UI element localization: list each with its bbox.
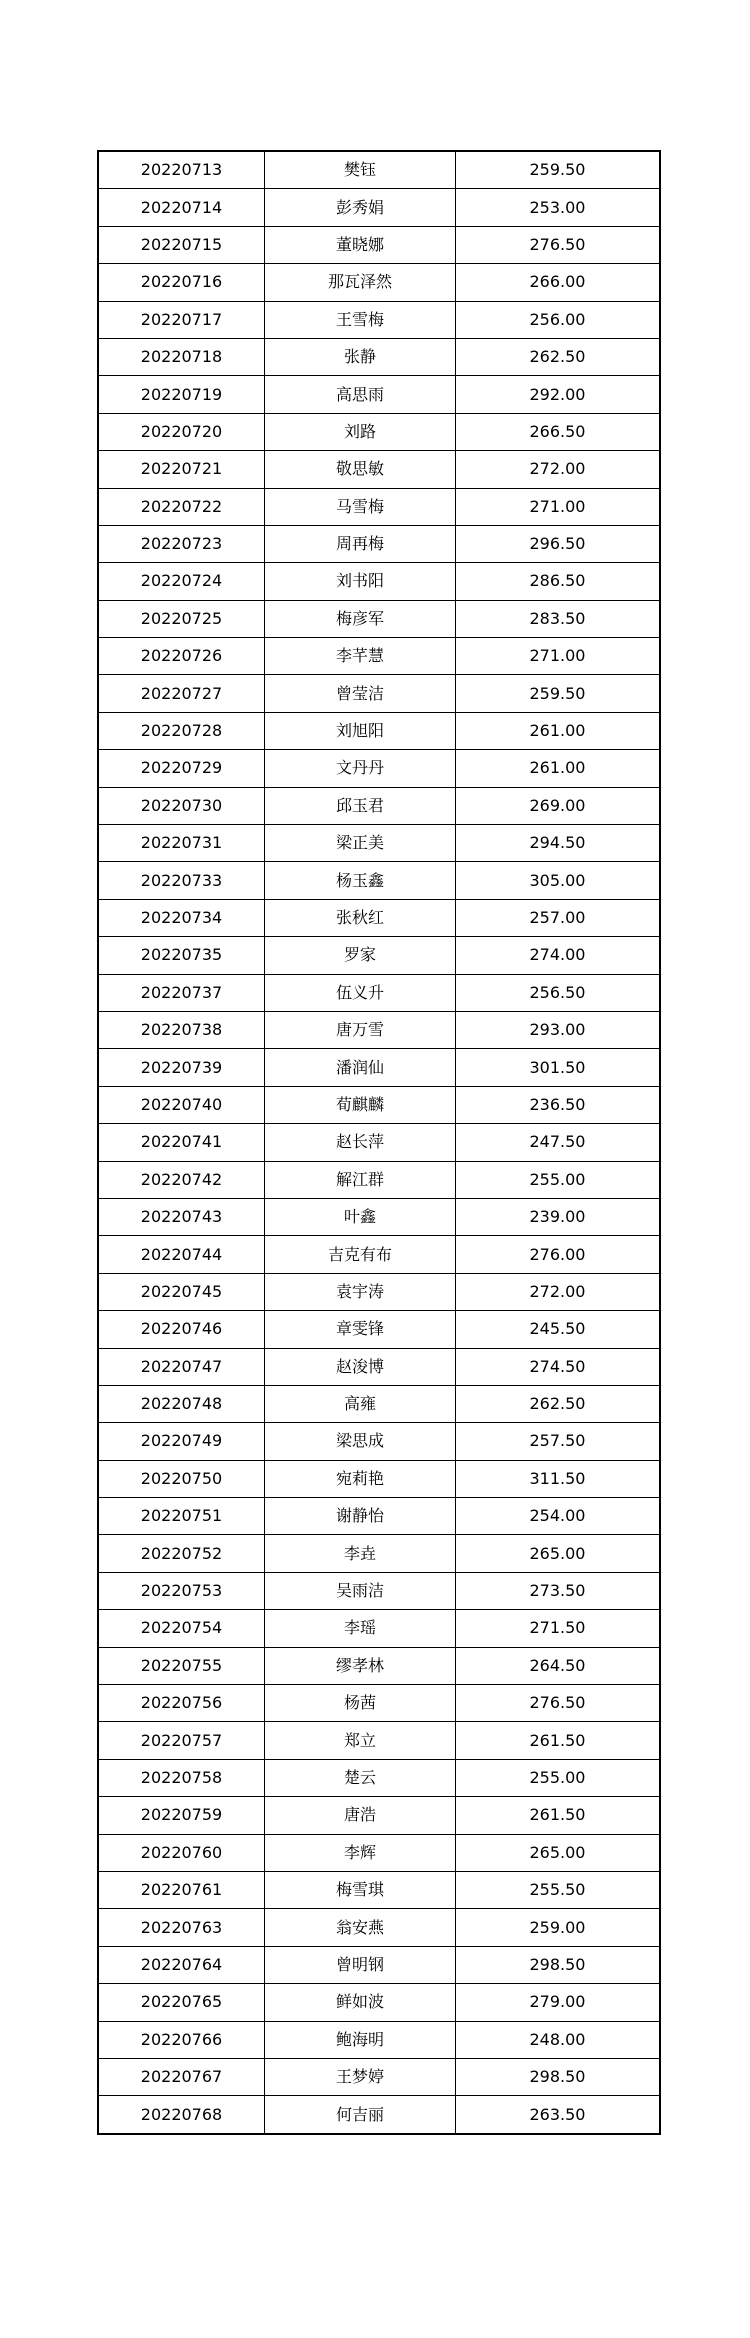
exam-id-cell: 20220724 bbox=[98, 563, 265, 600]
score-cell: 262.50 bbox=[456, 338, 661, 375]
score-cell: 257.00 bbox=[456, 899, 661, 936]
table-row bbox=[98, 1423, 660, 1460]
table-row bbox=[98, 525, 660, 562]
score-cell: 272.00 bbox=[456, 1273, 661, 1310]
table-row bbox=[98, 1385, 660, 1422]
exam-id-cell: 20220760 bbox=[98, 1834, 265, 1871]
exam-id-cell: 20220755 bbox=[98, 1647, 265, 1684]
score-cell: 298.50 bbox=[456, 1946, 661, 1983]
name-cell: 赵浚博 bbox=[265, 1348, 456, 1385]
name-cell: 梅彦军 bbox=[265, 600, 456, 637]
score-cell: 276.50 bbox=[456, 226, 661, 263]
score-cell: 279.00 bbox=[456, 1984, 661, 2021]
exam-id-cell: 20220743 bbox=[98, 1198, 265, 1235]
exam-id-cell: 20220735 bbox=[98, 937, 265, 974]
exam-id-cell: 20220719 bbox=[98, 376, 265, 413]
exam-id-cell: 20220753 bbox=[98, 1572, 265, 1609]
exam-id-cell: 20220750 bbox=[98, 1460, 265, 1497]
name-cell: 唐万雪 bbox=[265, 1011, 456, 1048]
name-cell: 马雪梅 bbox=[265, 488, 456, 525]
name-cell: 李瑶 bbox=[265, 1610, 456, 1647]
exam-id-cell: 20220759 bbox=[98, 1797, 265, 1834]
table-row bbox=[98, 1086, 660, 1123]
exam-id-cell: 20220764 bbox=[98, 1946, 265, 1983]
table-row bbox=[98, 712, 660, 749]
table-row bbox=[98, 1984, 660, 2021]
name-cell: 王雪梅 bbox=[265, 301, 456, 338]
exam-id-cell: 20220717 bbox=[98, 301, 265, 338]
table-row bbox=[98, 151, 660, 189]
exam-id-cell: 20220734 bbox=[98, 899, 265, 936]
score-cell: 263.50 bbox=[456, 2096, 661, 2134]
score-cell: 298.50 bbox=[456, 2058, 661, 2095]
name-cell: 杨玉鑫 bbox=[265, 862, 456, 899]
exam-id-cell: 20220756 bbox=[98, 1685, 265, 1722]
name-cell: 翁安燕 bbox=[265, 1909, 456, 1946]
table-row bbox=[98, 899, 660, 936]
exam-id-cell: 20220757 bbox=[98, 1722, 265, 1759]
name-cell: 何吉丽 bbox=[265, 2096, 456, 2134]
name-cell: 刘书阳 bbox=[265, 563, 456, 600]
name-cell: 高思雨 bbox=[265, 376, 456, 413]
name-cell: 梁思成 bbox=[265, 1423, 456, 1460]
name-cell: 唐浩 bbox=[265, 1797, 456, 1834]
name-cell: 郑立 bbox=[265, 1722, 456, 1759]
name-cell: 鲜如波 bbox=[265, 1984, 456, 2021]
score-cell: 265.00 bbox=[456, 1535, 661, 1572]
table-row bbox=[98, 1759, 660, 1796]
table-row bbox=[98, 1236, 660, 1273]
score-cell: 261.50 bbox=[456, 1797, 661, 1834]
name-cell: 文丹丹 bbox=[265, 750, 456, 787]
exam-id-cell: 20220718 bbox=[98, 338, 265, 375]
table-row bbox=[98, 1610, 660, 1647]
score-cell: 239.00 bbox=[456, 1198, 661, 1235]
name-cell: 解江群 bbox=[265, 1161, 456, 1198]
score-cell: 253.00 bbox=[456, 189, 661, 226]
score-cell: 261.50 bbox=[456, 1722, 661, 1759]
exam-id-cell: 20220766 bbox=[98, 2021, 265, 2058]
name-cell: 李垚 bbox=[265, 1535, 456, 1572]
table-row bbox=[98, 1871, 660, 1908]
score-cell: 271.50 bbox=[456, 1610, 661, 1647]
name-cell: 刘路 bbox=[265, 413, 456, 450]
name-cell: 李芊慧 bbox=[265, 638, 456, 675]
name-cell: 曾莹洁 bbox=[265, 675, 456, 712]
name-cell: 吉克有布 bbox=[265, 1236, 456, 1273]
score-cell: 276.00 bbox=[456, 1236, 661, 1273]
exam-id-cell: 20220761 bbox=[98, 1871, 265, 1908]
score-cell: 247.50 bbox=[456, 1124, 661, 1161]
exam-id-cell: 20220758 bbox=[98, 1759, 265, 1796]
name-cell: 张静 bbox=[265, 338, 456, 375]
name-cell: 邱玉君 bbox=[265, 787, 456, 824]
exam-id-cell: 20220726 bbox=[98, 638, 265, 675]
name-cell: 潘润仙 bbox=[265, 1049, 456, 1086]
score-table bbox=[97, 150, 661, 2135]
table-row bbox=[98, 1535, 660, 1572]
score-cell: 255.00 bbox=[456, 1759, 661, 1796]
name-cell: 章雯锋 bbox=[265, 1311, 456, 1348]
table-row bbox=[98, 1198, 660, 1235]
name-cell: 宛莉艳 bbox=[265, 1460, 456, 1497]
score-cell: 264.50 bbox=[456, 1647, 661, 1684]
exam-id-cell: 20220751 bbox=[98, 1498, 265, 1535]
score-cell: 256.50 bbox=[456, 974, 661, 1011]
exam-id-cell: 20220739 bbox=[98, 1049, 265, 1086]
table-row bbox=[98, 1685, 660, 1722]
name-cell: 敬思敏 bbox=[265, 451, 456, 488]
exam-id-cell: 20220746 bbox=[98, 1311, 265, 1348]
exam-id-cell: 20220731 bbox=[98, 825, 265, 862]
score-cell: 262.50 bbox=[456, 1385, 661, 1422]
table-row bbox=[98, 600, 660, 637]
name-cell: 张秋红 bbox=[265, 899, 456, 936]
name-cell: 樊钰 bbox=[265, 151, 456, 189]
table-row bbox=[98, 1460, 660, 1497]
exam-id-cell: 20220722 bbox=[98, 488, 265, 525]
name-cell: 赵长萍 bbox=[265, 1124, 456, 1161]
exam-id-cell: 20220767 bbox=[98, 2058, 265, 2095]
table-row bbox=[98, 675, 660, 712]
exam-id-cell: 20220721 bbox=[98, 451, 265, 488]
exam-id-cell: 20220729 bbox=[98, 750, 265, 787]
score-cell: 293.00 bbox=[456, 1011, 661, 1048]
table-row bbox=[98, 937, 660, 974]
exam-id-cell: 20220765 bbox=[98, 1984, 265, 2021]
table-row bbox=[98, 226, 660, 263]
table-row bbox=[98, 376, 660, 413]
table-row bbox=[98, 750, 660, 787]
name-cell: 罗家 bbox=[265, 937, 456, 974]
table-row bbox=[98, 563, 660, 600]
name-cell: 梁正美 bbox=[265, 825, 456, 862]
score-cell: 265.00 bbox=[456, 1834, 661, 1871]
exam-id-cell: 20220723 bbox=[98, 525, 265, 562]
table-row bbox=[98, 825, 660, 862]
exam-id-cell: 20220763 bbox=[98, 1909, 265, 1946]
name-cell: 刘旭阳 bbox=[265, 712, 456, 749]
exam-id-cell: 20220754 bbox=[98, 1610, 265, 1647]
table-row bbox=[98, 1572, 660, 1609]
score-cell: 259.50 bbox=[456, 675, 661, 712]
table-row bbox=[98, 1311, 660, 1348]
exam-id-cell: 20220725 bbox=[98, 600, 265, 637]
name-cell: 李辉 bbox=[265, 1834, 456, 1871]
exam-id-cell: 20220744 bbox=[98, 1236, 265, 1273]
table-row bbox=[98, 264, 660, 301]
exam-id-cell: 20220715 bbox=[98, 226, 265, 263]
score-cell: 248.00 bbox=[456, 2021, 661, 2058]
exam-id-cell: 20220728 bbox=[98, 712, 265, 749]
name-cell: 吴雨洁 bbox=[265, 1572, 456, 1609]
table-row bbox=[98, 1049, 660, 1086]
exam-id-cell: 20220747 bbox=[98, 1348, 265, 1385]
name-cell: 周再梅 bbox=[265, 525, 456, 562]
table-row bbox=[98, 862, 660, 899]
table-row bbox=[98, 189, 660, 226]
table-row bbox=[98, 1124, 660, 1161]
score-cell: 259.00 bbox=[456, 1909, 661, 1946]
exam-id-cell: 20220741 bbox=[98, 1124, 265, 1161]
score-cell: 256.00 bbox=[456, 301, 661, 338]
score-cell: 301.50 bbox=[456, 1049, 661, 1086]
table-row bbox=[98, 413, 660, 450]
exam-id-cell: 20220733 bbox=[98, 862, 265, 899]
score-cell: 259.50 bbox=[456, 151, 661, 189]
name-cell: 荀麒麟 bbox=[265, 1086, 456, 1123]
exam-id-cell: 20220716 bbox=[98, 264, 265, 301]
exam-id-cell: 20220745 bbox=[98, 1273, 265, 1310]
name-cell: 曾明钢 bbox=[265, 1946, 456, 1983]
score-cell: 245.50 bbox=[456, 1311, 661, 1348]
exam-id-cell: 20220749 bbox=[98, 1423, 265, 1460]
score-cell: 254.00 bbox=[456, 1498, 661, 1535]
score-cell: 261.00 bbox=[456, 750, 661, 787]
table-row bbox=[98, 488, 660, 525]
score-cell: 296.50 bbox=[456, 525, 661, 562]
table-row bbox=[98, 1722, 660, 1759]
score-cell: 283.50 bbox=[456, 600, 661, 637]
score-cell: 311.50 bbox=[456, 1460, 661, 1497]
name-cell: 叶鑫 bbox=[265, 1198, 456, 1235]
exam-id-cell: 20220727 bbox=[98, 675, 265, 712]
score-cell: 257.50 bbox=[456, 1423, 661, 1460]
name-cell: 王梦婷 bbox=[265, 2058, 456, 2095]
name-cell: 杨茜 bbox=[265, 1685, 456, 1722]
table-row bbox=[98, 1011, 660, 1048]
name-cell: 楚云 bbox=[265, 1759, 456, 1796]
exam-id-cell: 20220768 bbox=[98, 2096, 265, 2134]
table-row bbox=[98, 1834, 660, 1871]
table-row bbox=[98, 1348, 660, 1385]
name-cell: 鲍海明 bbox=[265, 2021, 456, 2058]
name-cell: 谢静怡 bbox=[265, 1498, 456, 1535]
exam-id-cell: 20220738 bbox=[98, 1011, 265, 1048]
exam-id-cell: 20220730 bbox=[98, 787, 265, 824]
score-cell: 294.50 bbox=[456, 825, 661, 862]
name-cell: 董晓娜 bbox=[265, 226, 456, 263]
name-cell: 袁宇涛 bbox=[265, 1273, 456, 1310]
score-table-body bbox=[98, 151, 660, 2134]
table-row bbox=[98, 638, 660, 675]
name-cell: 伍义升 bbox=[265, 974, 456, 1011]
score-cell: 261.00 bbox=[456, 712, 661, 749]
name-cell: 缪孝林 bbox=[265, 1647, 456, 1684]
name-cell: 彭秀娟 bbox=[265, 189, 456, 226]
score-cell: 266.00 bbox=[456, 264, 661, 301]
score-cell: 274.00 bbox=[456, 937, 661, 974]
table-row bbox=[98, 301, 660, 338]
table-row bbox=[98, 1161, 660, 1198]
exam-id-cell: 20220720 bbox=[98, 413, 265, 450]
score-cell: 273.50 bbox=[456, 1572, 661, 1609]
score-cell: 286.50 bbox=[456, 563, 661, 600]
exam-id-cell: 20220713 bbox=[98, 151, 265, 189]
score-cell: 271.00 bbox=[456, 488, 661, 525]
score-cell: 255.50 bbox=[456, 1871, 661, 1908]
exam-id-cell: 20220748 bbox=[98, 1385, 265, 1422]
exam-id-cell: 20220737 bbox=[98, 974, 265, 1011]
table-row bbox=[98, 1647, 660, 1684]
name-cell: 梅雪琪 bbox=[265, 1871, 456, 1908]
table-row bbox=[98, 1909, 660, 1946]
table-row bbox=[98, 1797, 660, 1834]
table-row bbox=[98, 1946, 660, 1983]
table-row bbox=[98, 2058, 660, 2095]
name-cell: 高雍 bbox=[265, 1385, 456, 1422]
exam-id-cell: 20220714 bbox=[98, 189, 265, 226]
score-cell: 272.00 bbox=[456, 451, 661, 488]
exam-id-cell: 20220742 bbox=[98, 1161, 265, 1198]
name-cell: 那瓦泽然 bbox=[265, 264, 456, 301]
table-row bbox=[98, 1273, 660, 1310]
table-row bbox=[98, 974, 660, 1011]
exam-id-cell: 20220740 bbox=[98, 1086, 265, 1123]
score-cell: 305.00 bbox=[456, 862, 661, 899]
score-cell: 276.50 bbox=[456, 1685, 661, 1722]
table-row bbox=[98, 787, 660, 824]
table-row bbox=[98, 2096, 660, 2134]
exam-id-cell: 20220752 bbox=[98, 1535, 265, 1572]
score-cell: 255.00 bbox=[456, 1161, 661, 1198]
score-cell: 269.00 bbox=[456, 787, 661, 824]
table-row bbox=[98, 338, 660, 375]
table-row bbox=[98, 451, 660, 488]
score-cell: 236.50 bbox=[456, 1086, 661, 1123]
score-cell: 271.00 bbox=[456, 638, 661, 675]
score-cell: 266.50 bbox=[456, 413, 661, 450]
table-row bbox=[98, 1498, 660, 1535]
score-cell: 274.50 bbox=[456, 1348, 661, 1385]
score-cell: 292.00 bbox=[456, 376, 661, 413]
table-row bbox=[98, 2021, 660, 2058]
